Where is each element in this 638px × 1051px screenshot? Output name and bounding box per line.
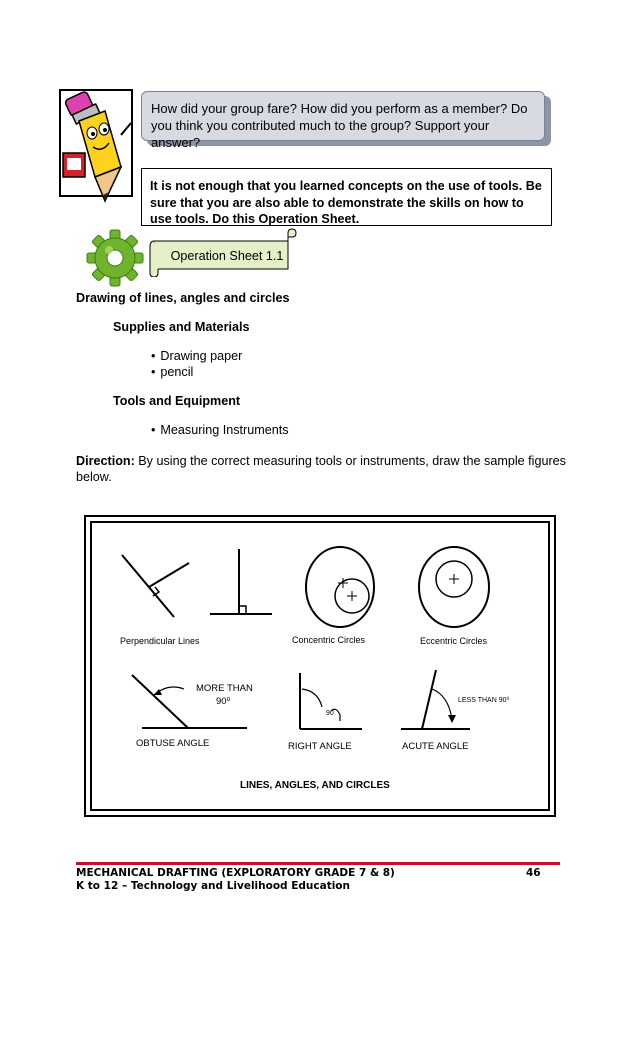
less-than-label: LESS THAN 90⁰ [458, 697, 510, 704]
footer-course: MECHANICAL DRAFTING (EXPLORATORY GRADE 7 & 8) [76, 867, 395, 879]
figure-inner-frame [90, 521, 550, 811]
more-than-label: MORE THAN [196, 683, 253, 694]
pencil-mascot-icon [59, 89, 129, 209]
lines-angles-circles-figure [92, 523, 552, 813]
perpendicular-label: Perpendicular Lines [120, 636, 200, 646]
operation-sheet-label: Operation Sheet 1.1 [170, 249, 284, 263]
list-item: • Drawing paper [151, 349, 242, 363]
supplies-heading: Supplies and Materials [113, 320, 250, 334]
instruction-text: It is not enough that you learned concepts on the use of tools. Be sure that you are also able to demonstrate the skills on how to use tools. Do this Operation Sheet. [150, 179, 542, 226]
acute-ray [422, 670, 436, 729]
figure-caption: LINES, ANGLES, AND CIRCLES [240, 780, 390, 791]
reflection-callout [141, 91, 545, 150]
right-arc [302, 689, 322, 707]
pencil-mascot-frame [59, 89, 133, 197]
outer-circle [306, 547, 374, 627]
concentric-label: Concentric Circles [292, 635, 366, 645]
acute-arc [432, 689, 452, 719]
right-angle-mark [239, 606, 246, 614]
footer-rule [76, 862, 560, 865]
obtuse-ray [132, 675, 188, 728]
figure-frame [84, 515, 556, 817]
direction-label: Direction: [76, 454, 135, 468]
obtuse-label: OBTUSE ANGLE [136, 738, 210, 749]
acute-label: ACUTE ANGLE [402, 741, 469, 752]
list-item: • Measuring Instruments [151, 423, 289, 437]
direction-text: By using the correct measuring tools or instruments, draw the sample figures below. [76, 454, 566, 484]
eccentric-label: Eccentric Circles [420, 636, 488, 646]
footer-program: K to 12 – Technology and Livelihood Education [76, 880, 350, 892]
list-item: • pencil [151, 365, 193, 379]
direction-paragraph [76, 453, 566, 485]
callout-text: How did your group fare? How did you perform as a member? Do you think you contributed much to the group? Support your answer? [151, 101, 528, 150]
right-label: RIGHT ANGLE [288, 741, 352, 752]
more-than-value: 90⁰ [216, 696, 231, 707]
gear-icon [86, 229, 144, 287]
perpendicular-line-b [149, 563, 189, 587]
outer-circle [419, 547, 489, 627]
right-angle-mark-text: 90 [326, 710, 334, 717]
instruction-box [141, 168, 552, 226]
perpendicular-line-a [122, 555, 174, 617]
page-number: 46 [526, 867, 541, 879]
section-title: Drawing of lines, angles and circles [76, 291, 290, 305]
tools-heading: Tools and Equipment [113, 394, 241, 408]
